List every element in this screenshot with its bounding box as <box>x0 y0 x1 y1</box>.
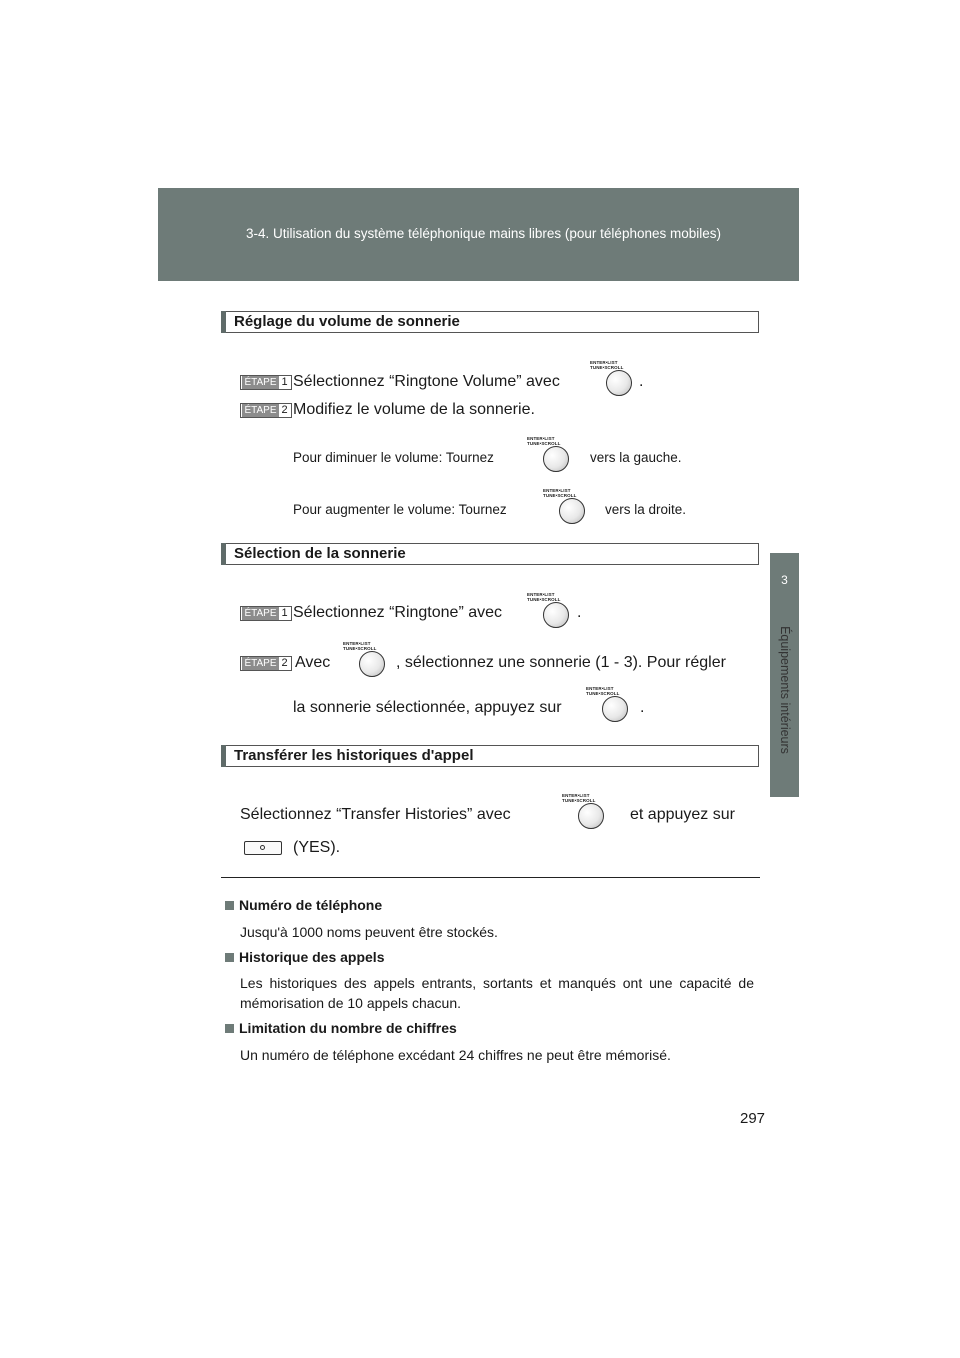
note-body: Jusqu'à 1000 noms peuvent être stockés. <box>240 924 498 940</box>
step-text: Sélectionnez “Ringtone Volume” avec <box>293 373 560 390</box>
step-text-end: . <box>639 373 644 390</box>
subline-text-end: vers la droite. <box>605 502 687 517</box>
step-number: 1 <box>281 607 288 619</box>
section-title: Transférer les historiques d'appel <box>234 747 474 764</box>
step-text-line2: la sonnerie sélectionnée, appuyez sur <box>293 699 562 716</box>
yes-button-icon <box>244 841 282 855</box>
section-heading-ringtone-volume <box>221 311 759 333</box>
tune-knob-icon: ENTER•LIST TUNE•SCROLL <box>527 592 575 632</box>
note-body: Un numéro de téléphone excédant 24 chiffres ne peut être mémorisé. <box>240 1047 671 1063</box>
step-badge <box>240 375 292 390</box>
tune-knob-icon: ENTER•LIST TUNE•SCROLL <box>527 436 575 476</box>
step-number: 2 <box>281 404 288 416</box>
step-text: Avec <box>295 654 331 671</box>
transfer-text: Sélectionnez “Transfer Histories” avec <box>240 806 511 823</box>
chapter-title: Équipements intérieurs <box>778 626 792 754</box>
tune-knob-icon: ENTER•LIST TUNE•SCROLL <box>586 686 634 726</box>
note-title: Limitation du nombre de chiffres <box>225 1020 457 1036</box>
chapter-title-container <box>776 600 794 780</box>
tune-knob-icon: ENTER•LIST TUNE•SCROLL <box>343 641 391 681</box>
step-number: 1 <box>281 376 288 388</box>
note-title: Historique des appels <box>225 949 384 965</box>
step-text-end: . <box>577 604 582 621</box>
subline-text: Pour augmenter le volume: Tournez <box>293 502 507 517</box>
breadcrumb: 3-4. Utilisation du système téléphonique mains libres (pour téléphones mobiles) <box>246 226 721 241</box>
step-label: ÉTAPE <box>242 376 279 389</box>
section-heading-ringtone-select <box>221 543 759 565</box>
step-text: Modifiez le volume de la sonnerie. <box>293 401 535 418</box>
step-badge <box>240 403 292 418</box>
section-heading-transfer-histories <box>221 745 759 767</box>
chapter-number: 3 <box>781 573 788 587</box>
step-badge <box>240 606 292 621</box>
step-text-end: . <box>640 699 645 716</box>
page-number: 297 <box>740 1110 766 1127</box>
square-bullet-icon <box>225 953 234 962</box>
note-title: Numéro de téléphone <box>225 897 382 913</box>
square-bullet-icon <box>225 1024 234 1033</box>
section-title: Sélection de la sonnerie <box>234 545 406 562</box>
tune-knob-icon: ENTER•LIST TUNE•SCROLL <box>562 793 610 833</box>
square-bullet-icon <box>225 901 234 910</box>
step-text: Sélectionnez “Ringtone” avec <box>293 604 503 621</box>
section-title: Réglage du volume de sonnerie <box>234 313 460 330</box>
tune-knob-icon: ENTER•LIST TUNE•SCROLL <box>590 360 638 400</box>
step-label: ÉTAPE <box>242 404 279 417</box>
tune-knob-icon: ENTER•LIST TUNE•SCROLL <box>543 488 591 528</box>
step-badge <box>240 656 292 671</box>
note-body: Les historiques des appels entrants, sortants et manqués ont une capacité de mémorisation de 10 appels chacun. <box>240 975 754 1011</box>
step-text-cont: , sélectionnez une sonnerie (1 - 3). Pour régler <box>396 654 726 671</box>
header-band <box>158 188 799 281</box>
step-label: ÉTAPE <box>242 657 279 670</box>
step-label: ÉTAPE <box>242 607 279 620</box>
divider <box>221 877 760 878</box>
step-number: 2 <box>281 657 288 669</box>
transfer-text-line2: (YES). <box>293 839 341 856</box>
subline-text: Pour diminuer le volume: Tournez <box>293 450 494 465</box>
subline-text-end: vers la gauche. <box>590 450 682 465</box>
transfer-text-end: et appuyez sur <box>630 806 735 823</box>
